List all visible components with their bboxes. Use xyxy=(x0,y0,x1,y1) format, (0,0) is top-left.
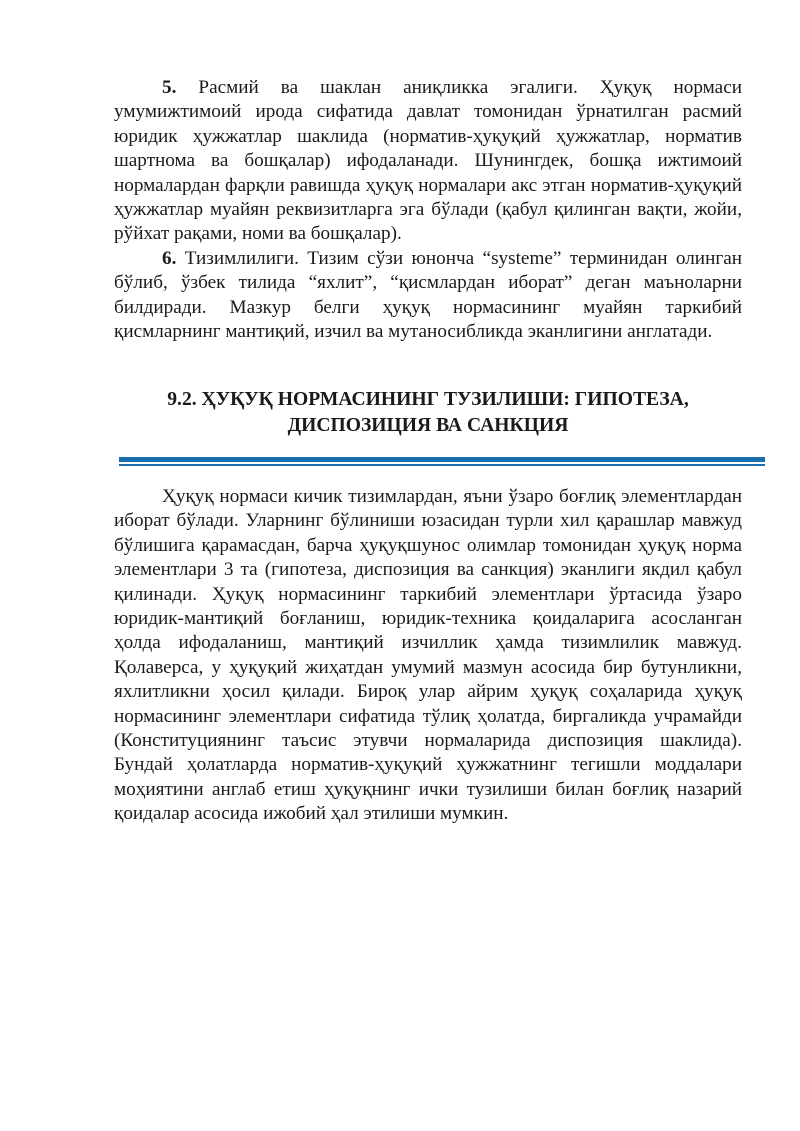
section-heading-line-1: 9.2. ҲУҚУҚ НОРМАСИНИНГ ТУЗИЛИШИ: ГИПОТЕЗА, xyxy=(167,389,689,411)
list-item-5 xyxy=(114,76,742,247)
divider-thin-line xyxy=(119,464,765,466)
document-page xyxy=(114,76,742,827)
body-paragraph: Ҳуқуқ нормаси кичик тизимлардан, яъни ўзаро боғлиқ элементлардан иборат бўлади. Уларнинг бўлиниши юзасидан турли хил қарашлар мавжуд бўлишига қарамасдан, барча ҳуқуқшунос олимлар томонидан ҳуқуқ норма элементлари 3 та (гипотеза, диспозиция ва санкция) эканлиги якдил қабул қилинади. Ҳуқуқ нормасининг таркибий элементлари ўртасида ўзаро юридик-мантиқий боғланиш, юридик-техника қоидаларига асосланган ҳолда ифодаланиш, мантиқий изчиллик ҳамда тизимлилик мавжуд. Қолаверса, у ҳуқуқий жиҳатдан умумий мазмун асосида бир бутунликни, яхлитликни ҳосил қилади. Бироқ улар айрим ҳуқуқ соҳаларида ҳуқуқ нормасининг элементлари сифатида тўлиқ ҳолатда, биргаликда учрамайди (Конституциянинг таъсис этувчи нормаларида диспозиция шаклида). Бундай ҳолатларда норматив-ҳуқуқий ҳужжатнинг тегишли моддалари моҳиятини англаб етиш ҳуқуқнинг ички тузилиши билан боғлиқ назарий қоидалар асосида ижобий ҳал этилиши мумкин. xyxy=(114,485,742,825)
list-item-text: Тизимлилиги. Тизим сўзи юнонча “systeme” терминидан олинган бўлиб, ўзбек тилида “яхлит”, “қисмлардан иборат” деган маъноларни билдиради. Мазкур белги ҳуқуқ нормасининг муайян таркибий қисмларнинг мантиқий, изчил ва мутаносибликда эканлигини англатади. xyxy=(114,247,742,343)
divider-thick-line xyxy=(119,457,765,462)
list-item-text: Расмий ва шаклан аниқликка эгалиги. Ҳуқуқ нормаси умумижтимоий ирода сифатида давлат томонидан ўрнатилган расмий юридик ҳужжатлар шаклида (норматив-ҳуқуқий ҳужжатлар, норматив шартнома ва бошқалар) ифодаланади. Шунингдек, бошқа ижтимоий нормалардан фарқли равишда ҳуқуқ нормалари акс этган норматив-ҳуқуқий ҳужжатлар муайян реквизитларга эга бўлади (қабул қилинган вақти, жойи, рўйхат рақами, номи ва бошқалар). xyxy=(114,77,742,245)
section-heading xyxy=(114,387,742,439)
heading-divider xyxy=(119,457,765,466)
section-body xyxy=(114,485,742,827)
list-item-6 xyxy=(114,247,742,345)
list-item-number: 6. xyxy=(162,247,177,269)
list-item-number: 5. xyxy=(162,77,177,98)
section-heading-line-2: ДИСПОЗИЦИЯ ВА САНКЦИЯ xyxy=(287,415,569,437)
